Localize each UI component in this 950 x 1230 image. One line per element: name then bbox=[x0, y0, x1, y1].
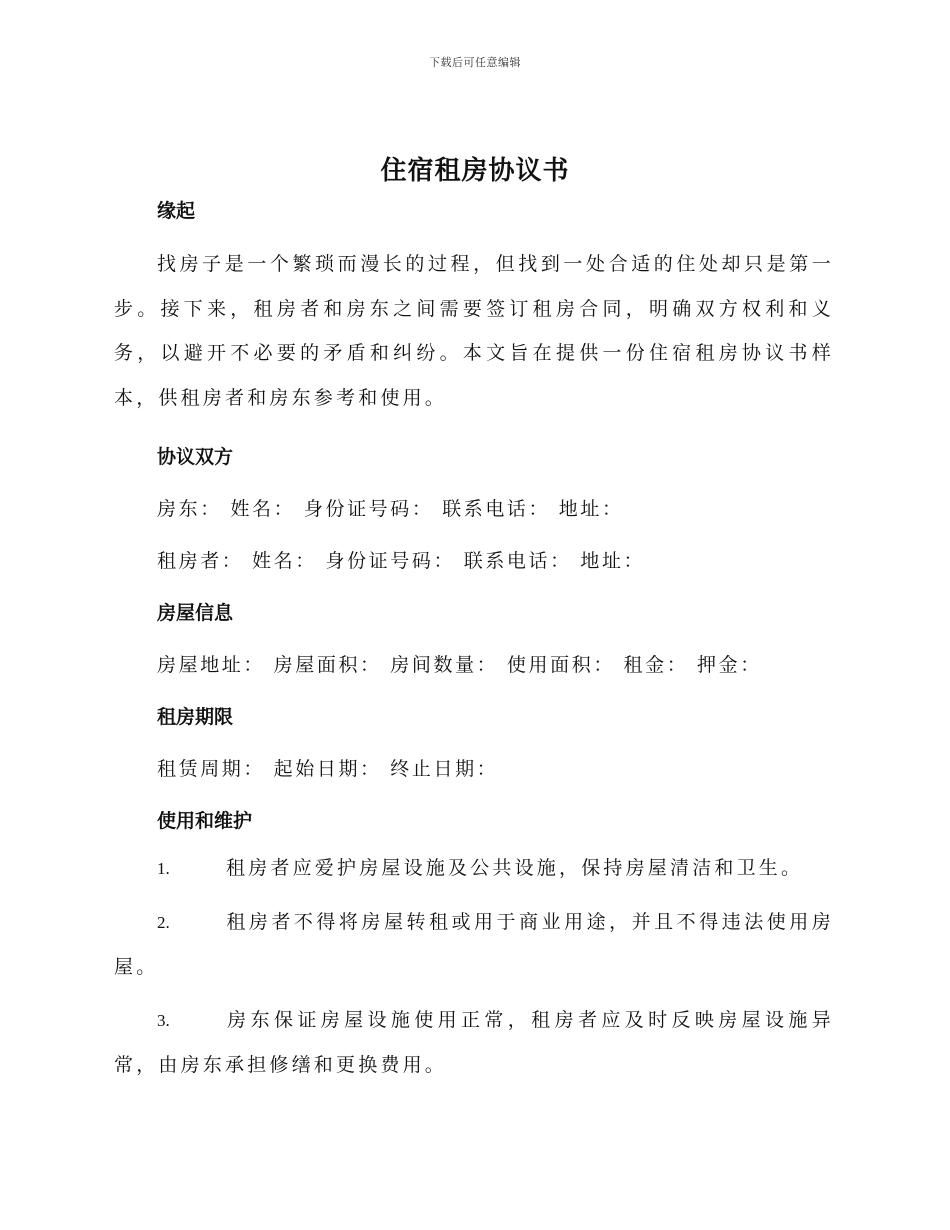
list-item bbox=[114, 998, 834, 1088]
page-title: 住宿租房协议书 bbox=[380, 156, 570, 186]
landlord-fields: 房东： 姓名： 身份证号码： 联系电话： 地址： bbox=[157, 498, 624, 520]
list-item-text: 房东保证房屋设施使用正常，租房者应及时反映房屋设施异常，由房东承担修缮和更换费用。 bbox=[114, 1008, 834, 1076]
section-heading-use: 使用和维护 bbox=[157, 810, 253, 832]
term-fields: 租赁周期： 起始日期： 终止日期： bbox=[157, 758, 499, 780]
section-heading-origin: 缘起 bbox=[157, 200, 196, 222]
tenant-fields: 租房者： 姓名： 身份证号码： 联系电话： 地址： bbox=[157, 550, 646, 572]
list-item bbox=[114, 900, 834, 990]
section-heading-term: 租房期限 bbox=[157, 706, 234, 728]
section-heading-parties: 协议双方 bbox=[157, 446, 234, 468]
document-body bbox=[114, 194, 834, 1088]
header-note: 下载后可任意编辑 bbox=[429, 56, 521, 69]
list-item bbox=[114, 846, 834, 892]
origin-paragraph: 找房子是一个繁琐而漫长的过程，但找到一处合适的住处却只是第一步。接下来，租房者和房东之间需要签订租房合同，明确双方权利和义务，以避开不必要的矛盾和纠纷。本文旨在提供一份住宿租房协议书样本，供租房者和房东参考和使用。 bbox=[114, 253, 834, 409]
section-heading-house: 房屋信息 bbox=[157, 602, 234, 624]
list-item-number: 1. bbox=[157, 859, 170, 878]
list-item-text: 租房者应爱护房屋设施及公共设施，保持房屋清洁和卫生。 bbox=[226, 857, 804, 879]
list-item-text: 租房者不得将房屋转租或用于商业用途，并且不得违法使用房屋。 bbox=[114, 910, 834, 978]
list-item-number: 3. bbox=[157, 1010, 170, 1030]
list-item-number: 2. bbox=[157, 912, 170, 932]
house-fields: 房屋地址： 房屋面积： 房间数量： 使用面积： 租金： 押金： bbox=[157, 654, 762, 676]
